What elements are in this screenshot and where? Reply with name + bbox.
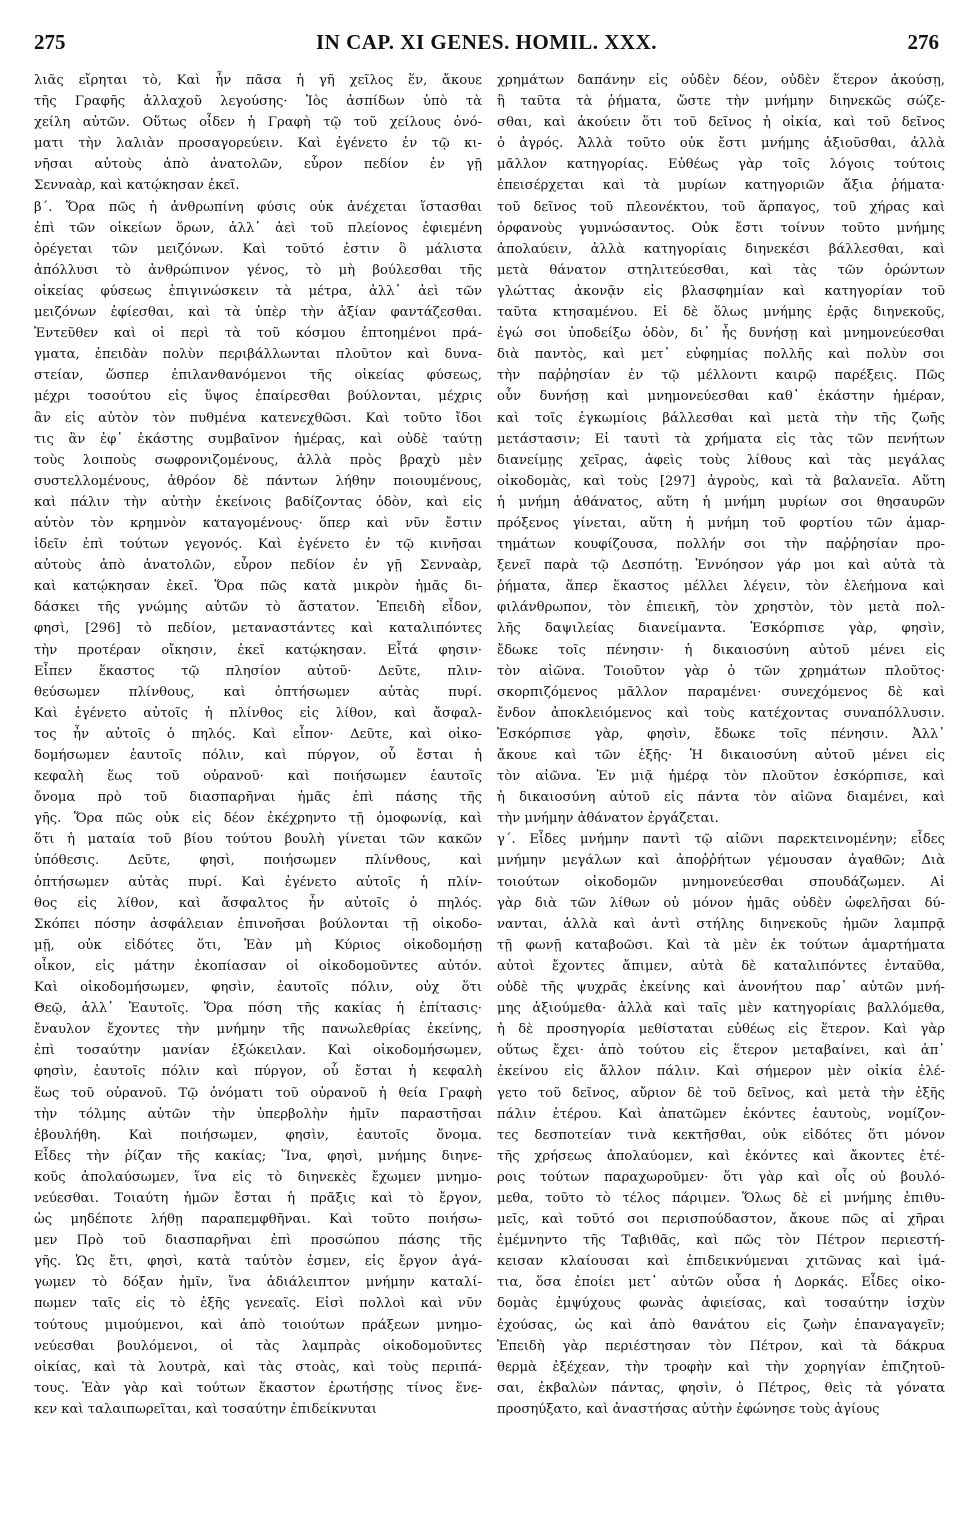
text-line: ὀπτήσωμεν αὐτὰς πυρί. Καὶ ἐγένετο αὐτοῖς ἡ πλίν-: [34, 874, 482, 890]
text-line: γματα, ἐπειδὰν πολὺν περιβάλλωνται πλοῦτον καὶ δυνα-: [34, 347, 482, 363]
text-line: θερμὰ ἐξέχεαν, τὴν τροφὴν καὶ τὴν χορηγίαν ἐπιζητοῦ-: [497, 1359, 945, 1375]
text-line: θεύσωμεν πλίνθους, καὶ ὀπτήσωμεν αὐτὰς πυρί.: [34, 684, 482, 700]
text-line: οὖν δυνήσῃ καὶ μνημονεύεσθαι καθ᾽ ἑκάστην ἡμέραν,: [497, 389, 945, 405]
text-line: Ἐπειδὴ γὰρ περιέστησαν τὸν Πέτρον, καὶ τὰ δάκρυα: [497, 1338, 945, 1354]
text-line: τῇ φωνῇ καταβοῶσι. Καὶ τὰ μὲν ἐκ τούτων ἁμαρτήματα: [497, 937, 945, 953]
text-line: τὴν προτέραν οἴκησιν, ἐκεῖ κατῴκησαν. Εἶτά φησιν·: [34, 642, 482, 658]
text-line: μῇ, οὐκ εἰδότες ὅτι, Ἐὰν μὴ Κύριος οἰκοδομήσῃ: [34, 937, 482, 953]
page-number-left: 275: [34, 30, 66, 54]
text-line: οὐδὲ τῆς ψυχρᾶς ἐκείνης καὶ ἀνονήτου παρ᾽ αὐτῶν μνή-: [497, 980, 945, 996]
text-line: ὡς μηδέποτε λήθῃ παραπεμφθῆναι. Καὶ τοῦτο ποιήσω-: [34, 1212, 482, 1228]
text-line: Εἶπεν ἕκαστος τῷ πλησίον αὐτοῦ· Δεῦτε, πλιν-: [34, 663, 482, 679]
text-line: ὀρέγεται τῶν μειζόνων. Καὶ τοῦτό ἐστιν ὃ μάλιστα: [34, 241, 482, 257]
text-line: ἡ δὲ προσηγορία μεθίσταται εὐθέως εἰς ἕτερον. Καὶ γὰρ: [497, 1022, 945, 1038]
text-line: γωμεν τὸ δόξαν ἡμῖν, ἵνα ἀδιάλειπτον μνήμην καταλί-: [34, 1275, 482, 1291]
text-line: ἄκουε καὶ τῶν ἑξῆς· Ἡ δικαιοσύνη αὐτοῦ μένει εἰς: [497, 748, 945, 763]
text-line: Εἶδες τὴν ῥίζαν τῆς κακίας; Ἵνα, φησὶ, μνήμης διηνε-: [34, 1148, 482, 1164]
text-line: γ΄. Εἶδες μνήμην παντὶ τῷ αἰῶνι παρεκτεινομένην; εἶδες: [497, 832, 945, 848]
text-line: ξενεῖ παρὰ τῷ Δεσπότῃ. Ἐννόησον γάρ μοι καὶ αὐτὰ τὰ: [497, 558, 945, 574]
text-line: τὴν μνήμην ἀθάνατον ἐργάζεται.: [497, 811, 719, 827]
right-text-column: [497, 70, 945, 1530]
text-line: ἡ δικαιοσύνη αὐτοῦ εἰς πάντα τὸν αἰῶνα διαμένει, καὶ: [497, 790, 945, 806]
page-number-right: 276: [907, 30, 939, 54]
text-line: κοῦς ἀπολαύσωμεν, ἵνα εἰς τὸ διηνεκὲς ἔχωμεν μνημο-: [34, 1169, 482, 1185]
text-line: ὄνομα πρὸ τοῦ διασπαρῆναι ἡμᾶς ἐπὶ πάσης τῆς: [34, 790, 482, 806]
text-line: ἰδεῖν ἐπὶ τούτων γεγονός. Καὶ ἐγένετο ἐν τῷ κινῆσαι: [34, 537, 482, 553]
text-line: νεύεσθαι. Τοιαύτη ἡμῶν ἔσται ἡ πρᾶξις καὶ τὸ ἔργον,: [34, 1190, 482, 1206]
text-line: ἐπὶ τοσαύτην μανίαν ἐξώκειλαν. Καὶ οἰκοδομήσωμεν,: [34, 1043, 482, 1059]
text-line: φιλάνθρωπον, τὸν ἐπιεικῆ, τὸν χρηστὸν, τὸν μετὰ πολ-: [497, 600, 945, 616]
running-title: IN CAP. XI GENES. HOMIL. XXX.: [315, 30, 657, 54]
text-line: διὰ παντὸς, καὶ μετ᾽ εὐφημίας πολλῆς καὶ πολὺν σοι: [497, 347, 945, 363]
text-line: προσηύξατο, καὶ ἀναστήσας αὐτὴν ἐφώνησε τοὺς ἁγίους: [497, 1401, 880, 1417]
text-line: φησὶ, [296] τὸ πεδίον, μεταναστάντες καὶ καταλιπόντες: [34, 621, 482, 637]
text-line: γὰρ διὰ τῶν λίθων οὐ μόνον ἡμᾶς οὐδὲν ὠφελῆσαι δύ-: [497, 895, 945, 911]
text-line: λιᾶς εἴρηται τὸ, Καὶ ἦν πᾶσα ἡ γῆ χεῖλος ἕν, ἄκουε: [34, 73, 482, 88]
text-line: ἐχούσας, ὡς καὶ ἀπὸ θανάτου εἰς ζωὴν ἐπαναγαγεῖν;: [497, 1317, 945, 1333]
text-line: μᾶλλον κατηγορίας. Εὐθέως γὰρ τοῖς λόγοις τούτοις: [497, 157, 945, 173]
text-line: αὐτὸν τὸν κρημνὸν καταγομένους· ὅπερ καὶ νῦν ἔστιν: [34, 515, 482, 531]
text-line: τῆς Γραφῆς ἀλλαχοῦ λεγούσης· Ἰὸς ἀσπίδων ὑπὸ τὰ: [34, 94, 482, 110]
text-line: ὁ ἀγρός. Ἀλλὰ τοῦτο οὐκ ἔστι μνήμης ἀξιοῦσθαι, ἀλλὰ: [497, 136, 945, 152]
text-line: κεν καὶ ταλαιπωρεῖται, καὶ τοσαύτην ἐπιδείκνυται: [34, 1401, 377, 1417]
text-line: δάσκει τῆς γνώμης αὐτῶν τὸ ἄστατον. Ἐπειδὴ εἶδον,: [34, 600, 482, 616]
text-line: ροις τούτων παραχωροῦμεν· ὅτι γὰρ καὶ οἷς οὐ βουλό-: [497, 1169, 945, 1185]
text-line: Θεῷ, ἀλλ᾽ Ἑαυτοῖς. Ὅρα πόση τῆς κακίας ἡ ἐπίτασις·: [34, 1001, 482, 1017]
text-line: στείαν, ὥσπερ ἐπιλανθανόμενοι τῆς οἰκείας φύσεως,: [34, 368, 482, 384]
text-line: ἐπεισέρχεται καὶ τὰ μυρίων κατηγοριῶν ἄξια ῥήματα·: [497, 178, 945, 194]
text-line: οἰκίας, καὶ τὰ λουτρὰ, καὶ τὰς στοὰς, καὶ τοὺς περιπά-: [34, 1359, 482, 1375]
text-line: μεθα, τοῦτο τὸ τέλος πάριμεν. Ὅλως δὲ εἰ μνήμης ἐπιθυ-: [497, 1190, 945, 1206]
text-line: νανται, ἀλλὰ καὶ ἀντὶ στήλης διηνεκοῦς ἡμῶν λαμπρᾷ: [497, 916, 945, 932]
text-line: τῆς χρήσεως ἀπολαύομεν, καὶ ἑκόντες καὶ ἄκοντες ἑτέ-: [497, 1148, 945, 1164]
text-line: τὸν αἰῶνα. Τοιοῦτον γὰρ ὁ τῶν χρημάτων πλοῦτος·: [497, 663, 945, 679]
text-line: μετὰ θάνατον στηλιτεύεσθαι, καὶ τὰς τῶν ὁρώντων: [497, 262, 945, 278]
text-line: τὴν παῤῥησίαν ἐν τῷ μέλλοντι καιρῷ παρέξεις. Πῶς: [497, 368, 945, 384]
text-line: γετο τοῦ δεῖνος, αὔριον δὲ τοῦ δεῖνος, καὶ μετὰ τὴν ἑξῆς: [497, 1085, 945, 1101]
text-line: οἶκον, εἰς μάτην ἐκοπίασαν οἱ οἰκοδομοῦντες αὐτόν.: [34, 958, 482, 974]
text-line: οἰκοδομὰς, καὶ τοὺς [297] ἀγροὺς, καὶ τὰ βαλανεῖα. Αὕτη: [497, 473, 945, 489]
text-line: Ἐντεῦθεν καὶ οἱ περὶ τὰ τοῦ κόσμου ἐπτοημένοι πρά-: [34, 326, 482, 342]
text-line: νεύεσθαι βουλόμενοι, οἱ τὰς λαμπρὰς οἰκοδομοῦντες: [34, 1338, 482, 1354]
text-line: μετάστασιν; Εἰ ταυτὶ τὰ χρήματα εἰς τὰς τῶν πενήτων: [497, 431, 945, 447]
text-line: σθαι, καὶ ἀκούειν ὅτι τοῦ δεῖνος ἡ οἰκία, καὶ τοῦ δεῖνος: [497, 115, 945, 131]
text-line: φησὶν, ἑαυτοῖς πόλιν καὶ πύργον, οὗ ἔσται ἡ κεφαλὴ: [34, 1064, 482, 1080]
text-line: ὀρφανοὺς γυμνώσαντος. Οὐκ ἔστι τοίνυν τοῦτο μνήμης: [497, 220, 945, 236]
text-line: μειζόνων ἐφίεσθαι, καὶ τὰ ὑπὲρ τὴν ἀξίαν φαντάζεσθαι.: [34, 305, 482, 321]
text-line: γλώττας ἀκονᾷν εἰς βλασφημίαν καὶ κατηγορίαν τοῦ: [497, 283, 945, 299]
text-line: ἔναυλον ἔχοντες τὴν μνήμην τῆς πανωλεθρίας ἐκείνης,: [34, 1022, 482, 1038]
text-line: οὕτως ἔχει· ἀπὸ τούτου εἰς ἕτερον μεταβαίνει, καὶ ἀπ᾽: [497, 1043, 945, 1059]
text-line: κεφαλὴ ἕως τοῦ οὐρανοῦ· καὶ ποιήσωμεν ἑαυτοῖς: [34, 769, 482, 785]
text-line: ἐμέμνηντο τῆς Ταβιθᾶς, καὶ πῶς τὸν Πέτρον περιεστή-: [497, 1233, 945, 1249]
text-line: ῥήματα, ἅπερ ἕκαστος μέλλει λέγειν, τὸν ἐλεήμονα καὶ: [497, 579, 945, 595]
text-line: σαι, ἐκβαλὼν πάντας, φησὶν, ὁ Πέτρος, θεὶς τὰ γόνατα: [497, 1380, 945, 1396]
text-line: τὸν αἰῶνα. Ἐν μιᾷ ἡμέρᾳ τὸν πλοῦτον ἐσκόρπισε, καὶ: [497, 769, 945, 785]
text-line: μνήμην μεγάλων καὶ ἀποῤῥήτων γέμουσαν ἀγαθῶν; Διὰ: [497, 853, 945, 869]
text-line: μεῖς, καὶ τοῦτό σοι περισπούδαστον, ἄκουε πῶς αἱ χῆραι: [497, 1212, 945, 1228]
text-line: τοῦ δεῖνος τοῦ πλεονέκτου, τοῦ ἅρπαγος, τοῦ χήρας καὶ: [497, 199, 945, 215]
text-line: τους. Ἐὰν γὰρ καὶ τούτων ἕκαστον ἐρωτήσῃς τίνος ἕνε-: [34, 1380, 482, 1396]
text-line: ἀπόλλυσι τὸ ἀνθρώπινον γένος, τὸ μὴ βούλεσθαι τῆς: [34, 262, 482, 278]
text-line: ματι τὴν λαλιὰν προσαγορεύειν. Καὶ ἐγένετο ἐν τῷ κι-: [34, 136, 482, 152]
text-line: β΄. Ὅρα πῶς ἡ ἀνθρωπίνη φύσις οὐκ ἀνέχεται ἵστασθαι: [34, 199, 482, 215]
text-line: πρόξενος γίνεται, αὕτη ἡ μνήμη τοῦ φορτίου τῶν ἁμαρ-: [497, 515, 945, 531]
text-line: τις ἂν ἐφ᾽ ἑκάστης συμβαῖνον ἡμέρας, καὶ οὐδὲ ταύτῃ: [34, 431, 482, 447]
text-line: δομὰς ἐμψύχους φωνὰς ἀφιείσας, καὶ τοσαύτην ἰσχὺν: [497, 1296, 945, 1312]
text-line: ταῦτα κτησαμένου. Εἰ δὲ ὅλως μνήμης ἐρᾷς διηνεκοῦς,: [497, 305, 945, 321]
text-line: διανείμῃς χεῖρας, ἀφεὶς τοὺς λίθους καὶ τὰς μεγάλας: [497, 452, 945, 468]
text-line: δομήσωμεν ἑαυτοῖς πόλιν, καὶ πύργον, οὗ ἔσται ἡ: [34, 748, 482, 763]
text-line: Σενναὰρ, καὶ κατῴκησαν ἐκεῖ.: [34, 178, 240, 194]
text-line: χρημάτων δαπάνην εἰς οὐδὲν δέον, οὐδὲν ἕτερον ἀκούσῃ,: [497, 73, 945, 88]
text-line: ὅτι ἡ ματαία τοῦ βίου τούτου βουλὴ γίνεται τῶν κακῶν: [34, 832, 482, 848]
text-line: οἰκείας φύσεως ἐπιγινώσκειν τὰ μέτρα, ἀλλ᾽ ἀεὶ τῶν: [34, 283, 482, 299]
text-line: αὐτοὺς ἀπὸ ἀνατολῶν, εὗρον πεδίον ἐν γῇ Σενναὰρ,: [34, 558, 482, 574]
text-line: τημάτων κουφίζουσα, πολλήν σοι τὴν παῤῥησίαν προ-: [497, 537, 945, 553]
text-line: σκορπιζόμενος μᾶλλον παραμένει· συνεχόμενος δὲ καὶ: [497, 684, 945, 700]
text-line: μεν Πρὸ τοῦ διασπαρῆναι ἐπὶ προσώπου πάσης τῆς: [34, 1233, 482, 1249]
text-line: Σκόπει πόσην ἀσφάλειαν ἐπινοῆσαι βούλονται τῇ οἰκοδο-: [34, 916, 482, 932]
text-line: τες δεσποτείαν τινὰ κεκτῆσθαι, οὐκ εἰδότες ὅτι μόνον: [497, 1127, 945, 1143]
text-line: θος εἰς λίθον, καὶ ἄσφαλτος ἦν αὐτοῖς ὁ πηλός.: [34, 895, 482, 911]
text-line: αὐτοὶ ἔχοντες ἄπιμεν, αὐτὰ δὲ καταλιπόντες ἐνταῦθα,: [497, 958, 945, 974]
text-line: καὶ πάλιν τὴν αὐτὴν ἐκείνοις βαδίζοντας ὁδὸν, καὶ εἰς: [34, 494, 482, 510]
page-header: [34, 30, 939, 60]
text-line: λῆς δαψιλείας διανείμαντα. Ἐσκόρπισε γὰρ, φησὶν,: [497, 621, 945, 637]
text-line: γῆς. Ὅρα πῶς οὐκ εἰς δέον ἐκέχρηντο τῇ ὁμοφωνίᾳ, καὶ: [34, 811, 482, 827]
text-line: μης ἀξιούμεθα· ἀλλὰ καὶ ταῖς μὲν κατηγορίαις βαλλόμεθα,: [497, 1001, 945, 1017]
text-line: πωμεν ταῖς εἰς τὸ ἑξῆς γενεαῖς. Εἰσὶ πολλοὶ καὶ νῦν: [34, 1296, 482, 1312]
text-line: τούτους μιμούμενοι, καὶ ἀπὸ τοιούτων πράξεων μνημο-: [34, 1317, 482, 1333]
text-line: πάλιν ἑτέρου. Καὶ ἀπατῶμεν ἑκόντες ἑαυτοὺς, νομίζον-: [497, 1106, 945, 1122]
text-line: τοιούτων οἰκοδομῶν μνημονεύεσθαι σπουδάζωμεν. Αἱ: [497, 874, 945, 890]
text-line: ἐπὶ τῶν οἰκείων ὅρων, ἀλλ᾽ ἀεὶ τοῦ πλείονος ἐφιεμένη: [34, 220, 482, 236]
text-line: τοὺς λοιποὺς σωφρονιζομένους, ἀλλὰ πρὸς βραχὺ μὲν: [34, 452, 482, 468]
text-line: ἡ μνήμη ἀθάνατος, αὕτη ἡ μνήμη μυρίων σοι θησαυρῶν: [497, 494, 945, 510]
text-line: μέχρι τοσούτου εἰς ὕψος ἐπαίρεσθαι βούλονται, μέχρις: [34, 389, 482, 405]
text-line: ἕως τοῦ οὐρανοῦ. Τῷ ὀνόματι τοῦ οὐρανοῦ ἡ θεία Γραφὴ: [34, 1085, 482, 1101]
text-line: καὶ τοῖς ἐγκωμίοις βάλλεσθαι καὶ μετὰ τὴν τῆς ζωῆς: [497, 410, 945, 426]
text-line: χείλη αὐτῶν. Οὕτως οἶδεν ἡ Γραφὴ τῷ τοῦ χείλους ὀνό-: [34, 115, 482, 131]
text-line: τος ἦν αὐτοῖς ὁ πηλός. Καὶ εἶπον· Δεῦτε, καὶ οἰκο-: [34, 726, 482, 742]
text-line: Καὶ οἰκοδομήσωμεν, φησὶν, ἑαυτοῖς πόλιν, οὐχ ὅτι: [34, 980, 482, 996]
text-line: Ἐσκόρπισε γὰρ, φησὶν, ἔδωκε τοῖς πένησιν. Ἀλλ᾽: [497, 726, 945, 742]
text-line: συστελλομένους, ἀθρόον δὲ πάντων λήθην ποιουμένους,: [34, 473, 482, 489]
text-line: ἀπολαύειν, ἀλλὰ κατηγορίαις διηνεκέσι βάλλεσθαι, καὶ: [497, 241, 945, 257]
left-text-column: [34, 70, 482, 1530]
text-line: ἂν εἰς αὐτὸν τὸν πυθμένα κατενεχθῶσι. Καὶ τοῦτο ἴδοι: [34, 410, 482, 426]
text-line: γῆς. Ὡς ἔτι, φησὶ, κατὰ ταὐτὸν ἐσμεν, εἰς ἔργον ἀγά-: [34, 1254, 482, 1270]
text-line: ἔνδον ἀποκλειόμενος καὶ τοὺς κατέχοντας συναπόλλυσιν.: [497, 705, 945, 721]
text-line: κεισαν κλαίουσαι καὶ ἐπιδεικνύμεναι χιτῶνας καὶ ἱμά-: [497, 1254, 945, 1270]
text-line: ἐκείνου εἰς ἄλλον πάλιν. Καὶ σήμερον μὲν οἰκία ἐλέ-: [497, 1064, 945, 1080]
text-line: ἐγώ σοι ὑποδείξω ὁδὸν, δι᾽ ἧς δυνήσῃ καὶ μνημονεύεσθαι: [497, 326, 945, 342]
text-line: νῆσαι αὐτοὺς ἀπὸ ἀνατολῶν, εὗρον πεδίον ἐν γῇ: [34, 157, 482, 173]
text-line: Καὶ ἐγένετο αὐτοῖς ἡ πλίνθος εἰς λίθον, καὶ ἄσφαλ-: [34, 705, 482, 721]
text-line: καὶ κατῴκησαν ἐκεῖ. Ὅρα πῶς κατὰ μικρὸν ἡμᾶς δι-: [34, 579, 482, 595]
text-line: ἔδωκε τοῖς πένησιν· ἡ δικαιοσύνη αὐτοῦ μένει εἰς: [497, 642, 945, 658]
text-line: ἐβουλήθη. Καὶ ποιήσωμεν, φησὶν, ἑαυτοῖς ὄνομα.: [34, 1127, 482, 1143]
text-line: τια, ὅσα ἐποίει μετ᾽ αὐτῶν οὖσα ἡ Δορκάς. Εἶδες οἰκο-: [497, 1275, 945, 1291]
text-line: τὴν τόλμης αὐτῶν τὴν ὑπερβολὴν ἡμῖν παραστῆσαι: [34, 1106, 482, 1122]
text-line: ἢ ταῦτα τὰ ῥήματα, ὥστε τὴν μνήμην διηνεκῶς σώζε-: [497, 94, 945, 110]
text-line: ὑπόθεσις. Δεῦτε, φησὶ, ποιήσωμεν πλίνθους, καὶ: [34, 853, 482, 869]
